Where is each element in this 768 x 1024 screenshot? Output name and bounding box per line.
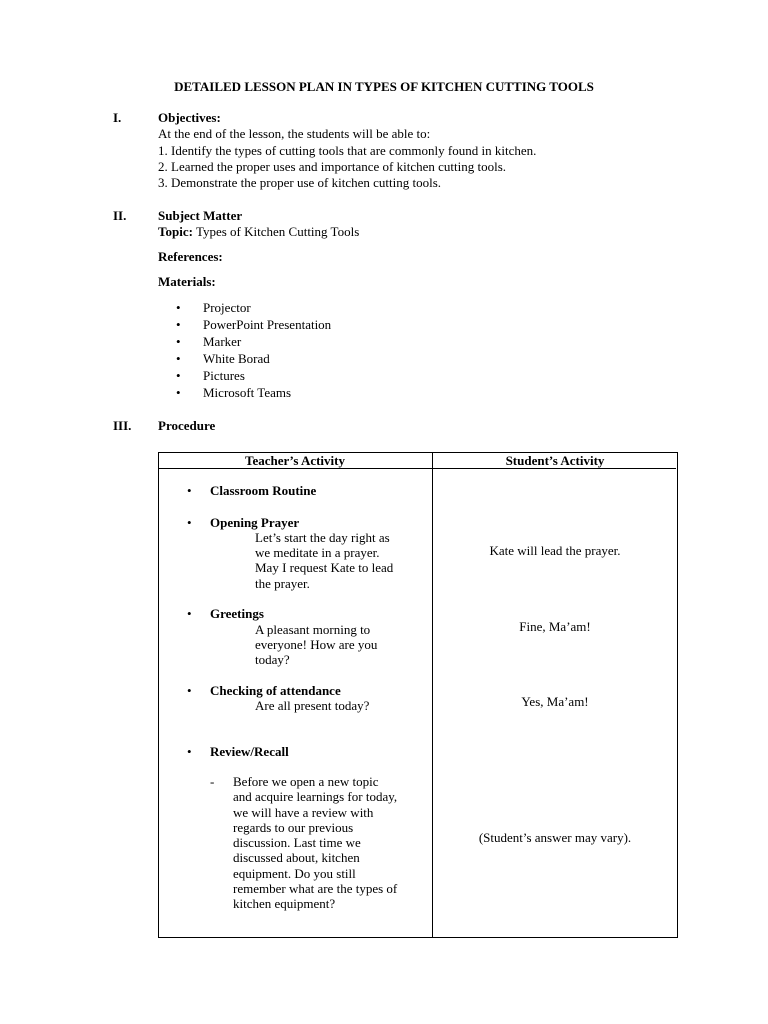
prayer-answer: Kate will lead the prayer. [489, 543, 621, 558]
col-header-teacher: Teacher’s Activity [244, 453, 345, 468]
bullet-icon: • [187, 683, 192, 698]
review-line: discussed about, kitchen [233, 850, 360, 865]
material-item: Pictures [203, 368, 245, 383]
bullet-icon: • [176, 300, 181, 315]
greetings-line: everyone! How are you [255, 637, 378, 652]
objectives-heading: Objectives: [158, 110, 221, 125]
material-item: Marker [203, 334, 242, 349]
greetings-line: today? [255, 652, 290, 667]
material-item: White Borad [203, 351, 270, 366]
materials-label: Materials: [158, 274, 216, 289]
prayer-line: May I request Kate to lead [255, 560, 394, 575]
prayer-line: we meditate in a prayer. [255, 545, 380, 560]
col-header-student: Student’s Activity [505, 453, 605, 468]
bullet-icon: • [176, 368, 181, 383]
review-line: we will have a review with [233, 805, 374, 820]
section-numeral-3: III. [113, 418, 132, 433]
routine-heading: Classroom Routine [210, 483, 317, 498]
topic-value: Types of Kitchen Cutting Tools [195, 224, 360, 239]
subject-heading: Subject Matter [158, 208, 243, 223]
review-line: and acquire learnings for today, [233, 789, 398, 804]
bullet-icon: • [176, 351, 181, 366]
material-item: Projector [203, 300, 251, 315]
review-line: equipment. Do you still [233, 866, 356, 881]
bullet-icon: • [176, 317, 181, 332]
review-line: regards to our previous [233, 820, 354, 835]
greetings-line: A pleasant morning to [255, 622, 371, 637]
review-line: kitchen equipment? [233, 896, 336, 911]
objective-item: 2. Learned the proper uses and importance of kitchen cutting tools. [158, 159, 507, 174]
bullet-icon: • [187, 606, 192, 621]
material-item: PowerPoint Presentation [203, 317, 332, 332]
section-numeral-1: I. [113, 110, 122, 125]
bullet-icon: • [176, 385, 181, 400]
document-title: DETAILED LESSON PLAN IN TYPES OF KITCHEN CUTTING TOOLS [174, 79, 594, 94]
prayer-heading: Opening Prayer [210, 515, 300, 530]
topic-line [158, 224, 359, 240]
review-heading: Review/Recall [210, 744, 289, 759]
objectives-intro: At the end of the lesson, the students will be able to: [158, 126, 431, 141]
attendance-line: Are all present today? [255, 698, 370, 713]
greetings-heading: Greetings [210, 606, 264, 621]
references-label: References: [158, 249, 223, 264]
review-dash: - [210, 774, 215, 789]
prayer-line: the prayer. [255, 576, 310, 591]
bullet-icon: • [187, 515, 192, 530]
section-numeral-2: II. [113, 208, 127, 223]
attendance-answer: Yes, Ma’am! [521, 694, 589, 709]
bullet-icon: • [187, 744, 192, 759]
topic-label: Topic: [158, 224, 193, 239]
review-line: discussion. Last time we [233, 835, 361, 850]
material-item: Microsoft Teams [203, 385, 292, 400]
review-answer: (Student’s answer may vary). [478, 830, 632, 845]
greetings-answer: Fine, Ma’am! [519, 619, 591, 634]
bullet-icon: • [176, 334, 181, 349]
prayer-line: Let’s start the day right as [255, 530, 390, 545]
review-line: Before we open a new topic [233, 774, 379, 789]
objective-item: 1. Identify the types of cutting tools that are commonly found in kitchen. [158, 143, 537, 158]
procedure-heading: Procedure [158, 418, 216, 433]
attendance-heading: Checking of attendance [210, 683, 341, 698]
bullet-icon: • [187, 483, 192, 498]
objective-item: 3. Demonstrate the proper use of kitchen cutting tools. [158, 175, 442, 190]
review-line: remember what are the types of [233, 881, 398, 896]
